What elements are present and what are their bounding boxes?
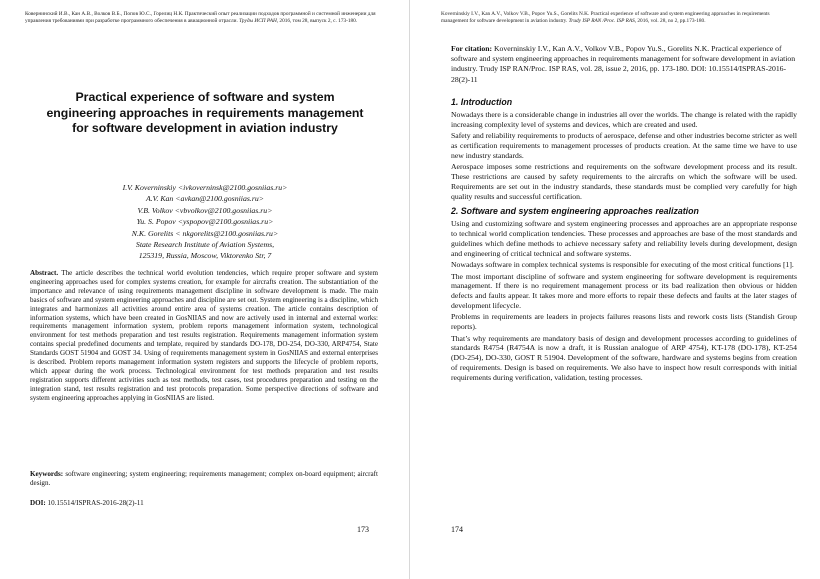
doi-label: DOI: [30,499,46,507]
paragraph: Using and customizing software and system engineering processes and approaches are an appropriate response to technical world complication tendencies. These processes and approaches are base of the most standards and guidelines which define methods to achieve necessary safety and reliability levels during development, design and engineering of critical technical and software systems. [451,219,797,258]
running-head-right-tail: , 2016, vol. 28, no 2, pp.173-180. [634,17,706,24]
abstract-label: Abstract. [30,269,59,277]
page-number-right: 174 [451,525,463,534]
running-head-left-journal: Труды ИСП РАН [239,17,277,24]
paragraph: Aerospace imposes some restrictions and requirements on the software development process and its result. These restrictions are caused by safety requirements to the aircrafts on which the software will be used. Requirements are set out in the industry standards, these standards must be complied very carefully for high quality results and successful certification. [451,162,797,201]
paragraph: Safety and reliability requirements to products of aerospace, defense and other industries become stricter as well as certification requirements to management processes of products creation. At the same time we have to use new industry standards. [451,131,797,160]
keywords [30,470,378,488]
affiliation-line: State Research Institute of Aviation Systems, [135,240,275,250]
section-heading-introduction: 1. Introduction [451,97,513,107]
abstract [30,269,378,403]
doi-text: 10.15514/ISPRAS-2016-28(2)-11 [45,499,144,507]
running-head-left-text: Ковернинский И.В., Кан А.В., Волков В.Б., Попов Ю.С., Горелиц Н.К. Практический опыт реализации подходов программной и системной инженерии для управления требованиями при разработке программного обеспечения в авиационной отрасли. [25,11,376,24]
paragraph: The most important discipline of software and system engineering for software development is requirements management. If there is no requirement management process or its bad realization then obvious or hidden defects and faults appear. It takes more and more efforts to repair these defects and faults at the later stages of development lifecycle. [451,271,797,310]
running-head-left-tail: , 2016, том 28, выпуск 2, с. 173-180. [276,17,358,24]
right-page [410,0,820,579]
article-body [451,97,797,384]
citation-label: For citation: [451,44,493,53]
author-line: I.V. Koverninskiy <ivkoverninsk@2100.gosniias.ru> [122,183,288,192]
running-head-left [25,11,380,24]
abstract-text: The article describes the technical world evolution tendencies, which require proper software and system engineering approaches used for complex systems creation, for example for aircrafts creation. The substantiation of the importance and relevance of using requirements management discipline in software development is made. The main basics of software and system engineering approaches and discipline are set out. System engineering is a discipline, which integrates and harmonizes all activities around entire area of systems creation. The article contains description of information systems, which have been created in GosNIIAS and now are actively used in internal and external works: requirements management information system, problem reports management information system, technological environment for test methods preparation and test results registration. Requirements management information system contains special predefined documents and template, required by standards DO-178, DO-254, DO-330, ARP4754, State Standards GOST 51904 and GOST 34. Using of requirements management system in GosNIIAS and external enterprises is described. Problem reports management information system registers and supports the lifecycle of problem reports, which appear during the work process. Technological environment for test methods preparation and test results registration supports different activities such as test methods, test cases, test procedures preparation and testing on the integration stand, test results registration and test protocols preparation. Some perspective directions of software and system engineering approaches applying in GosNIIAS are listed. [30,269,378,402]
author-block [60,182,350,262]
section-heading-realization: 2. Software and system engineering approaches realization [451,206,699,217]
running-head-right [441,11,771,24]
page-number-left: 173 [357,525,369,534]
author-line: A.V. Kan <avkan@2100.gosniias.ru> [145,194,265,204]
author-line: Yu. S. Popov <yspopov@2100.gosniias.ru> [136,217,274,227]
citation [451,44,797,85]
paragraph: That’s why requirements are mandatory basis of design and development processes according to guidelines of standards R4754 (R4754A is now a draft, it is Russian analogue of ARP 4754), KT-178 (DO-178), KT-254 (DO-254), DO-330, GOST R 51904. Development of the software, hardware and systems begins from creation of requirements. Design is based on requirements. We also have to inspect how result corresponds with initial requirements during verification, validation, testing processes. [451,333,797,382]
author-line: N.K. Gorelits < nkgorelits@2100.gosniias.ru> [131,228,279,238]
article-title: Practical experience of software and system engineering approaches in requirements management for software development in aviation industry [46,90,364,136]
keywords-text: software engineering; system engineering; requirements management; complex on-board equipment; aircraft design. [30,470,378,487]
address-line: 125319, Russia, Moscow, Viktorenko Str, 7 [138,251,272,261]
paragraph: Nowadays software in complex technical systems is responsible for executing of the most critical functions [1]. [451,260,794,270]
paragraph: Nowadays there is a considerable change in industries all over the worlds. The change is related with the rapidly increasing complexity level of systems and devices, which are created and used. [451,110,797,129]
paragraph: Problems in requirements are leaders in projects failures reasons lists and rework costs lists (Standish Group reports). [451,312,797,332]
citation-text: Koverninskiy I.V., Kan A.V., Volkov V.B., Popov Yu.S., Gorelits N.K. Practical experience of software and system engineering approaches in requirements management for software development in aviation industry. Trudy ISP RAN/Proc. ISP RAS, vol. 28, issue 2, 2016, pp. 173-180. DOI: 10.15514/ISPRAS-2016-28(2)-11 [451,44,796,84]
doi [30,499,378,508]
author-line: V.B. Volkov <vbvolkov@2100.gosniias.ru> [137,205,273,215]
running-head-right-text: Koverninskiy I.V., Kan A.V., Volkov V.B., Popov Yu.S., Gorelits N.K. Practical experience of software and system engineering approaches in requirements management for software development in aviation industry. [441,11,770,24]
running-head-right-journal: Trudy ISP RAN /Proc. ISP RAS [568,17,635,24]
keywords-label: Keywords: [30,470,64,478]
